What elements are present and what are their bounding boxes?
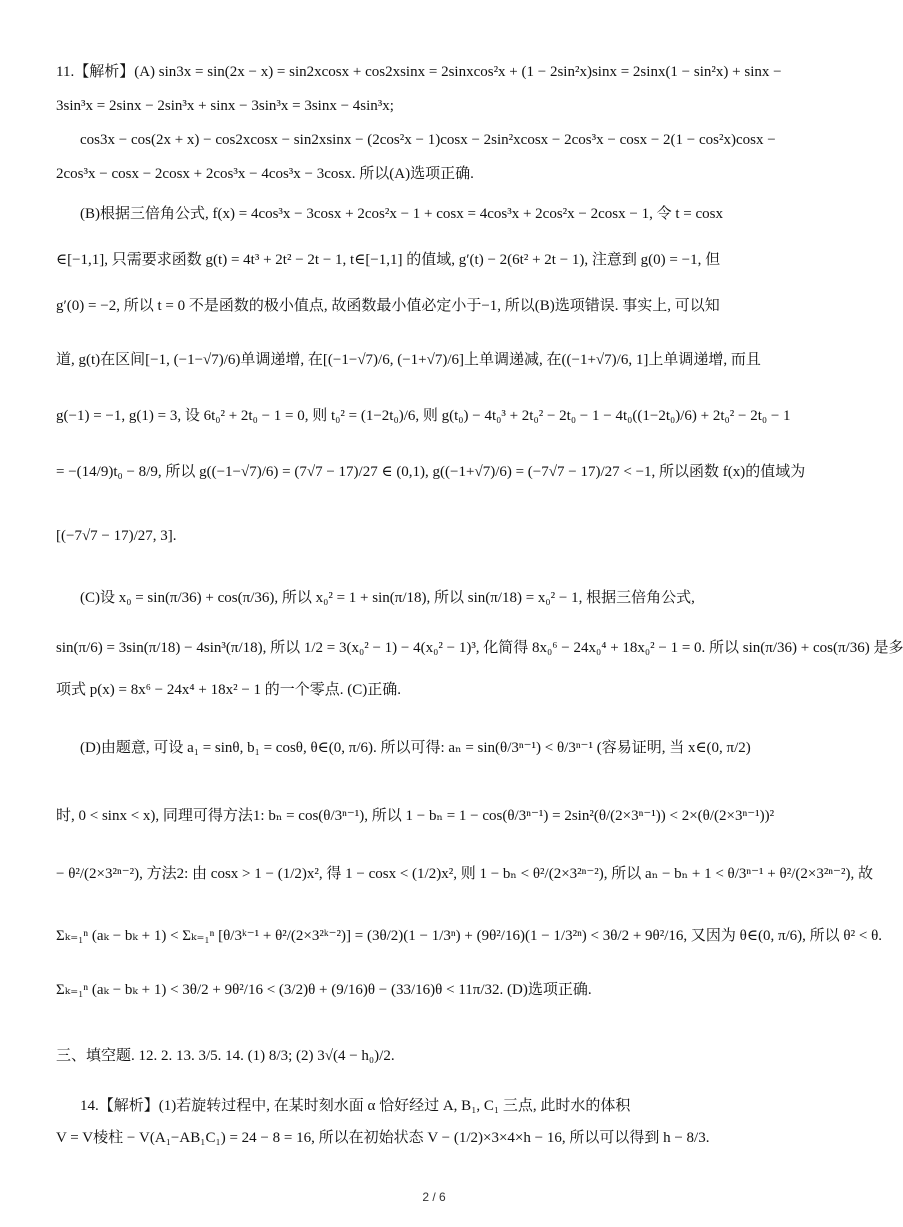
solution-11-line-4: 2cos³x − cosx − 2cosx + 2cos³x − 4cos³x − 3cosx. 所以(A)选项正确. [56,166,474,182]
solution-11-d-line-4: Σₖ₌₁ⁿ (aₖ − bₖ + 1) < Σₖ₌₁ⁿ [θ/3ᵏ⁻¹ + θ²/(2×3²ᵏ⁻²)] = (3θ/2)(1 − 1/3ⁿ) + (9θ²/16)(1 − 1/3²ⁿ) < 3θ/2 + 9θ²/16, 又因为 θ∈(0, π/6), 所以 θ² < θ. [56,928,883,944]
solution-11-b-line-3: g′(0) = −2, 所以 t = 0 不是函数的极小值点, 故函数最小值必定小于−1, 所以(B)选项错误. 事实上, 可以知 [56,298,720,314]
solution-11-b-line-2: ∈[−1,1], 只需要求函数 g(t) = 4t³ + 2t² − 2t − 1, t∈[−1,1] 的值域, g′(t) − 2(6t² + 2t − 1), 注意到 g(0) = −1, 但 [56,252,721,268]
solution-11-b-line-6: = −(14/9)t₀ − 8/9, 所以 g((−1−√7)/6) = (7√7 − 17)/27 ∈ (0,1), g((−1+√7)/6) = (−7√7 − 17)/27 < −1, 所以函数 f(x)的值域为 [56,464,806,480]
solution-14-line-1: 14.【解析】(1)若旋转过程中, 在某时刻水面 α 恰好经过 A, B₁, C₁ 三点, 此时水的体积 [80,1098,631,1114]
solution-11-c-line-3: 项式 p(x) = 8x⁶ − 24x⁴ + 18x² − 1 的一个零点. (C)正确. [56,682,402,698]
solution-11-b-line-1: (B)根据三倍角公式, f(x) = 4cos³x − 3cosx + 2cos²x − 1 + cosx = 4cos³x + 2cos²x − 2cosx − 1, 令 t = cosx [80,206,723,222]
solution-11-d-line-5: Σₖ₌₁ⁿ (aₖ − bₖ + 1) < 3θ/2 + 9θ²/16 < (3/2)θ + (9/16)θ − (33/16)θ < 11π/32. (D)选项正确. [56,982,592,998]
solution-11-line-1: 11.【解析】(A) sin3x = sin(2x − x) = sin2xcosx + cos2xsinx = 2sinxcos²x + (1 − 2sin²x)sinx = 2sinx(1 − sin²x) + sinx − [56,64,782,80]
solution-11-line-2: 3sin³x = 2sinx − 2sin³x + sinx − 3sin³x = 3sinx − 4sin³x; [56,98,394,114]
solution-11-b-line-4: 道, g(t)在区间[−1, (−1−√7)/6)单调递增, 在[(−1−√7)/6, (−1+√7)/6]上单调递减, 在((−1+√7)/6, 1]上单调递增, 而且 [56,352,761,368]
solution-11-d-line-2: 时, 0 < sinx < x), 同理可得方法1: bₙ = cos(θ/3ⁿ⁻¹), 所以 1 − bₙ = 1 − cos(θ/3ⁿ⁻¹) = 2sin²(θ/(2×3ⁿ⁻¹)) < 2×(θ/(2×3ⁿ⁻¹))² [56,808,775,824]
solution-14-line-2: V = V棱柱 − V(A₁−AB₁C₁) = 24 − 8 = 16, 所以在初始状态 V − (1/2)×3×4×h − 16, 所以可以得到 h − 8/3. [56,1130,710,1146]
solution-11-line-3: cos3x − cos(2x + x) − cos2xcosx − sin2xsinx − (2cos²x − 1)cosx − 2sin²xcosx − 2cos³x − cosx − 2(1 − cos²x)cosx − [80,132,776,148]
fill-in-answers: 三、填空题. 12. 2. 13. 3/5. 14. (1) 8/3; (2) 3√(4 − h₀)/2. [56,1048,395,1064]
solution-11-c-line-1: (C)设 x₀ = sin(π/36) + cos(π/36), 所以 x₀² = 1 + sin(π/18), 所以 sin(π/18) = x₀² − 1, 根据三倍角公式, [80,590,695,606]
page-number: 2 / 6 [422,1190,446,1204]
solution-11-b-line-5: g(−1) = −1, g(1) = 3, 设 6t₀² + 2t₀ − 1 = 0, 则 t₀² = (1−2t₀)/6, 则 g(t₀) − 4t₀³ + 2t₀² − 2t₀ − 1 − 4t₀((1−2t₀)/6) + 2t₀² − 2t₀ − 1 [56,408,791,424]
solution-11-c-line-2: sin(π/6) = 3sin(π/18) − 4sin³(π/18), 所以 1/2 = 3(x₀² − 1) − 4(x₀² − 1)³, 化简得 8x₀⁶ − 24x₀⁴ + 18x₀² − 1 = 0. 所以 sin(π/36) + cos(π/36) 是多 [56,640,903,656]
solution-11-d-line-3: − θ²/(2×3²ⁿ⁻²), 方法2: 由 cosx > 1 − (1/2)x², 得 1 − cosx < (1/2)x², 则 1 − bₙ < θ²/(2×3²ⁿ⁻²), 所以 aₙ − bₙ + 1 < θ/3ⁿ⁻¹ + θ²/(2×3²ⁿ⁻²), 故 [56,866,873,882]
solution-11-d-line-1: (D)由题意, 可设 a₁ = sinθ, b₁ = cosθ, θ∈(0, π/6). 所以可得: aₙ = sin(θ/3ⁿ⁻¹) < θ/3ⁿ⁻¹ (容易证明, 当 x∈(0, π/2) [80,740,751,756]
solution-11-b-line-7: [(−7√7 − 17)/27, 3]. [56,528,177,544]
